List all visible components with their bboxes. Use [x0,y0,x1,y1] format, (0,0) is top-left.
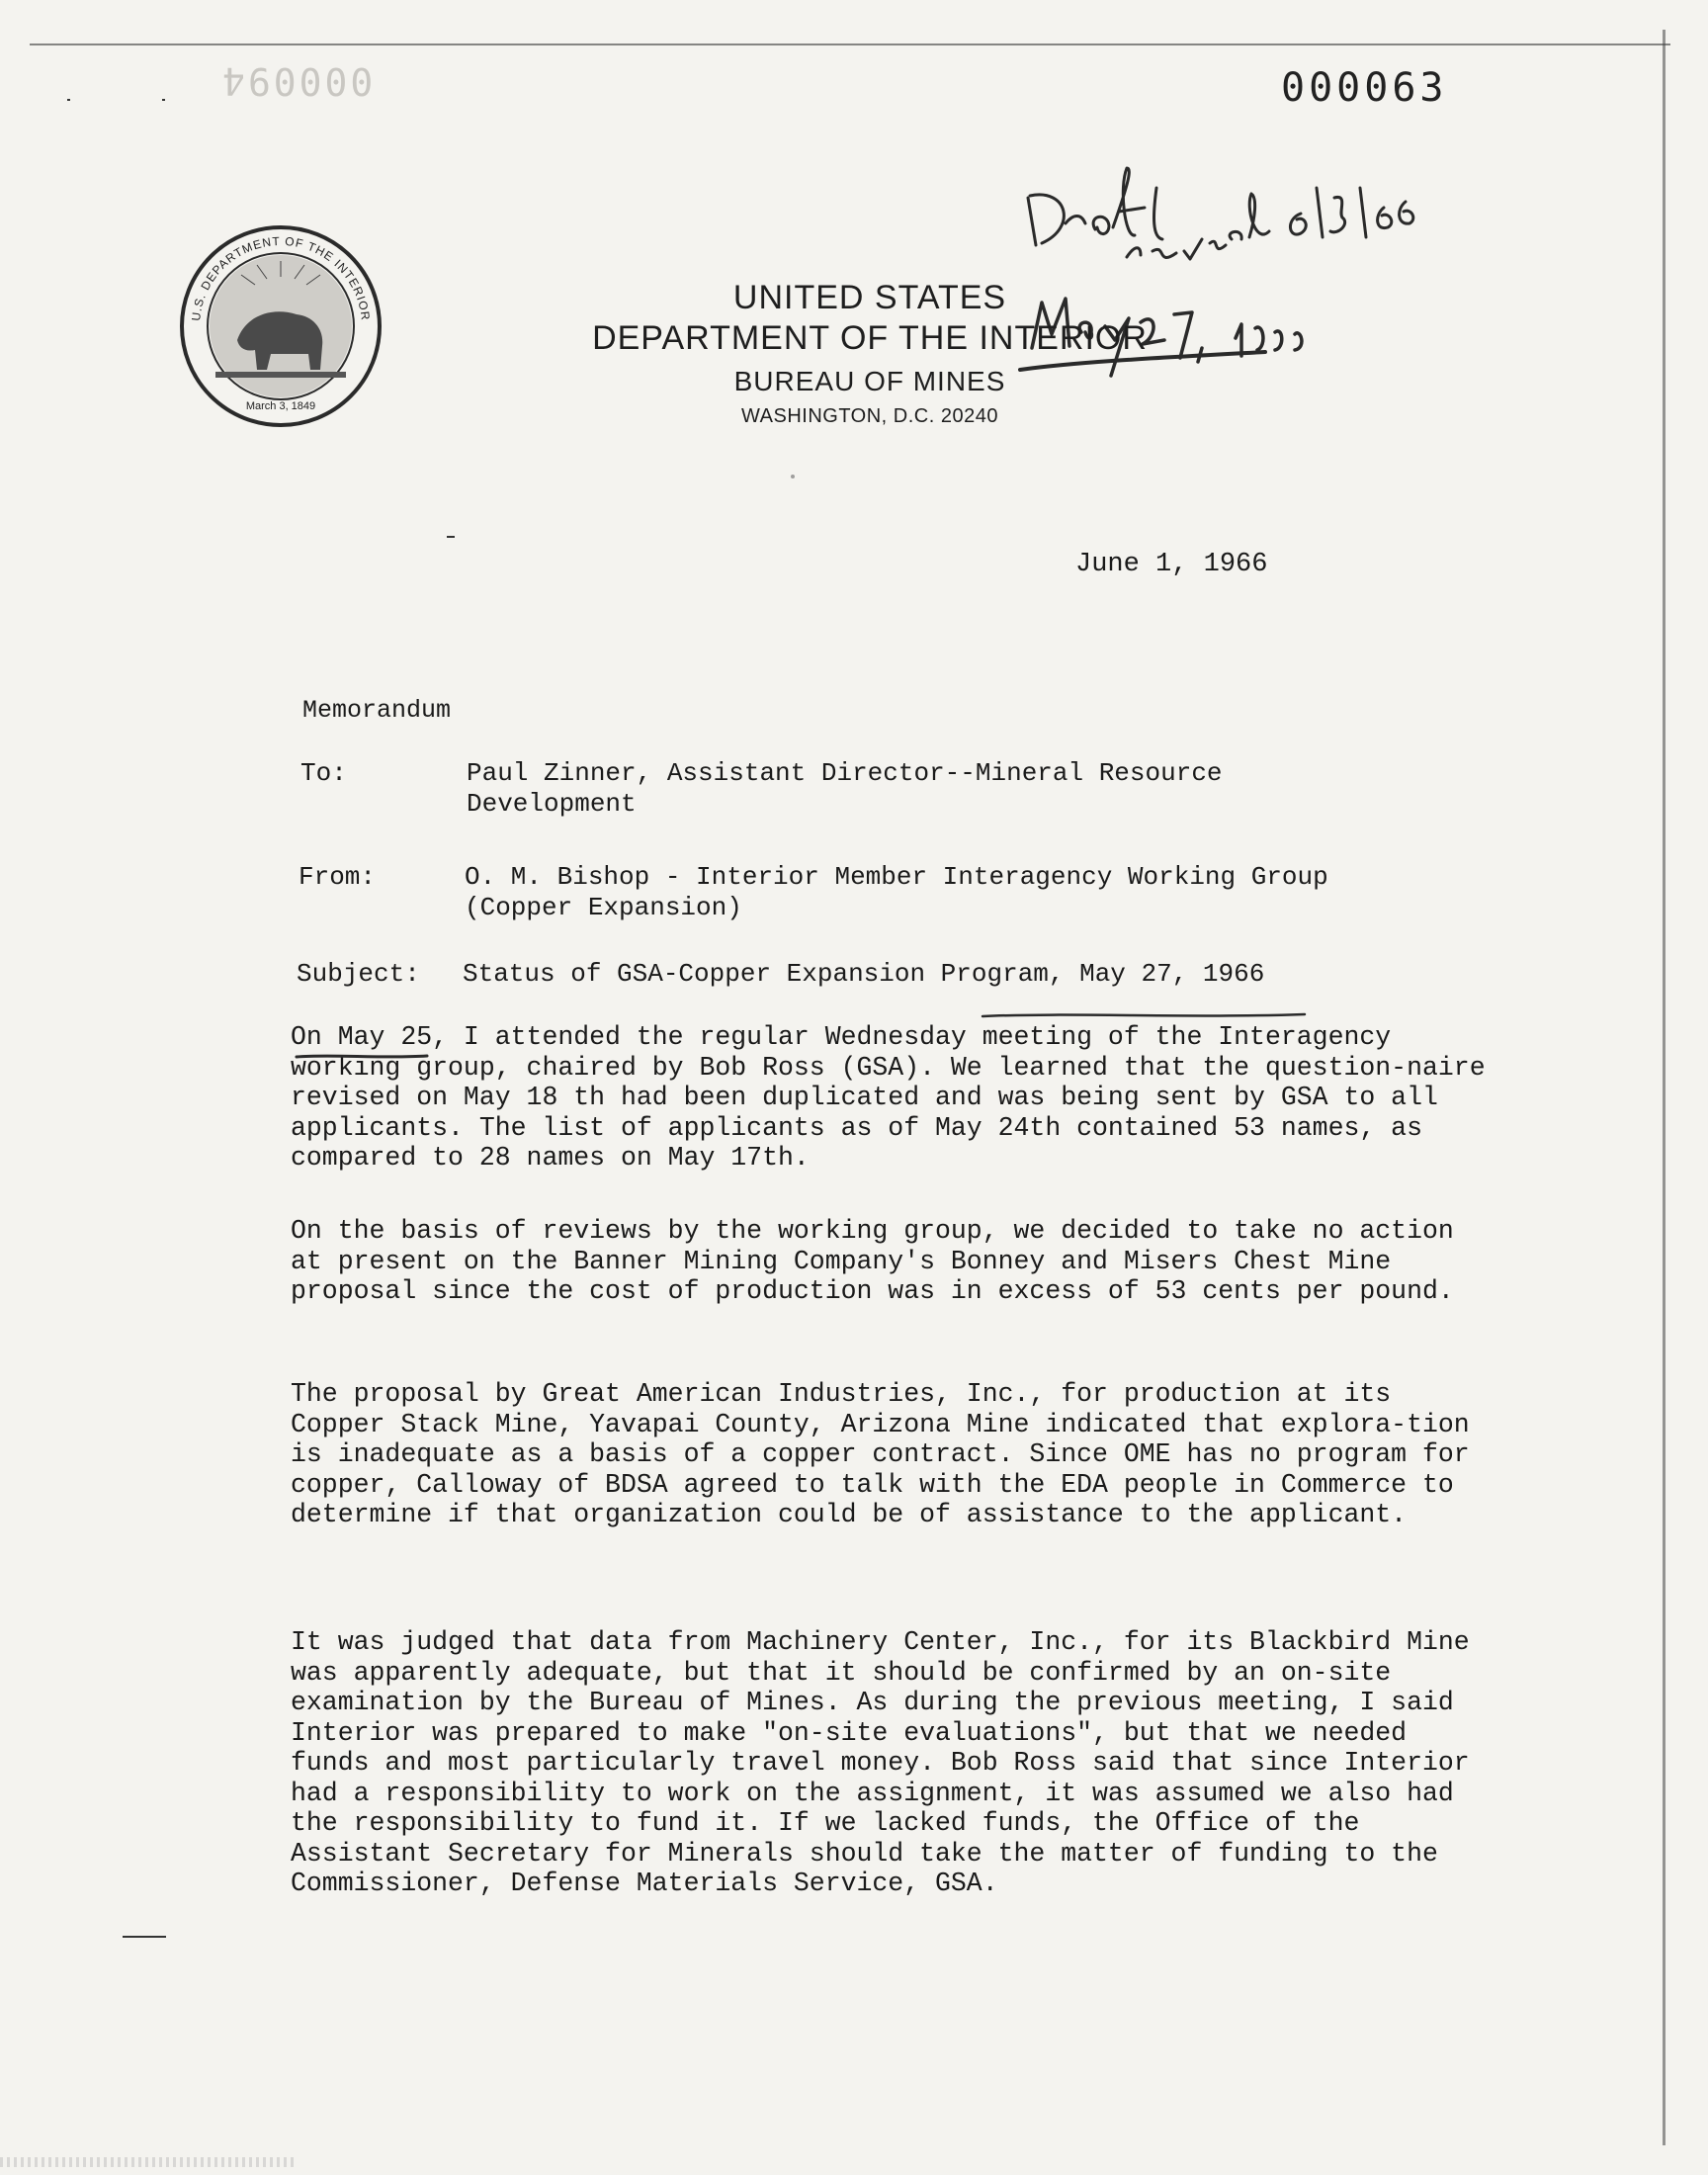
subject-label: Subject: [297,959,420,989]
svg-text:U.S. DEPARTMENT OF THE INTERIO: U.S. DEPARTMENT OF THE INTERIOR [189,233,373,322]
letterhead-department: DEPARTMENT OF THE INTERIOR [592,319,1148,357]
bottom-scan-noise [0,2157,297,2167]
margin-tick [162,99,165,101]
to-label: To: [300,758,347,788]
letterhead-country: UNITED STATES [732,279,1007,316]
right-edge-line [1663,30,1665,2145]
memo-heading: Memorandum [302,696,452,725]
document-number: 000063 [1281,65,1448,111]
margin-tick [67,99,70,101]
from-label: From: [299,862,377,892]
paragraph-1: On May 25, I attended the regular Wednesday meeting of the Interagency working group, chaired by Bob Ross (GSA). We learned that the question-naire revised on May 18 th had been duplicated and was being sent by GSA to all applicants. The list of applicants as of May 24th contained 53 names, as compared to 28 names on May 17th. [291,1022,1486,1173]
letterhead-bureau: BUREAU OF MINES [733,366,1006,396]
date-underline [293,1050,431,1064]
letterhead-address: WASHINGTON, D.C. 20240 [741,405,998,427]
margin-dash [123,1936,166,1938]
paragraph-2: On the basis of reviews by the working group, we decided to take no action at present on the Banner Mining Company's Bonney and Misers Chest Mine proposal since the cost of production was in excess of 53 cents per pound. [291,1216,1454,1306]
to-value: Paul Zinner, Assistant Director--Mineral Resource Development [467,758,1223,819]
dash-mark [447,536,455,538]
subject-value: Status of GSA-Copper Expansion Program, May 27, 1966 [463,959,1265,989]
department-seal [176,221,385,431]
top-edge-line [30,44,1670,45]
letterhead [534,279,1206,428]
faint-stamp-number: 000094 [219,59,374,103]
from-value: O. M. Bishop - Interior Member Interagency Working Group (Copper Expansion) [465,862,1328,922]
paragraph-3: The proposal by Great American Industries, Inc., for production at its Copper Stack Mine, Yavapai County, Arizona Mine indicated that explora-tion is inadequate as a basis of a copper contract. Since OME has no program for copper, Calloway of BDSA agreed to talk with the EDA people in Commerce to determine if that organization could be of assistance to the applicant. [291,1379,1470,1529]
memo-date: June 1, 1966 [1075,550,1268,579]
paragraph-4: It was judged that data from Machinery Center, Inc., for its Blackbird Mine was apparently adequate, but that it should be confirmed by an on-site examination by the Bureau of Mines. As during the previous meeting, I said Interior was prepared to make "on-site evaluations", but that we needed funds and most particularly travel money. Bob Ross said that since Interior had a responsibility to work on the assignment, it was assumed we also had the responsibility to fund it. If we lacked funds, the Office of the Assistant Secretary for Minerals should take the matter of funding to the Commissioner, Defense Materials Service, GSA. [291,1627,1470,1898]
seal-date: March 3, 1849 [245,400,316,412]
speck [791,475,795,478]
